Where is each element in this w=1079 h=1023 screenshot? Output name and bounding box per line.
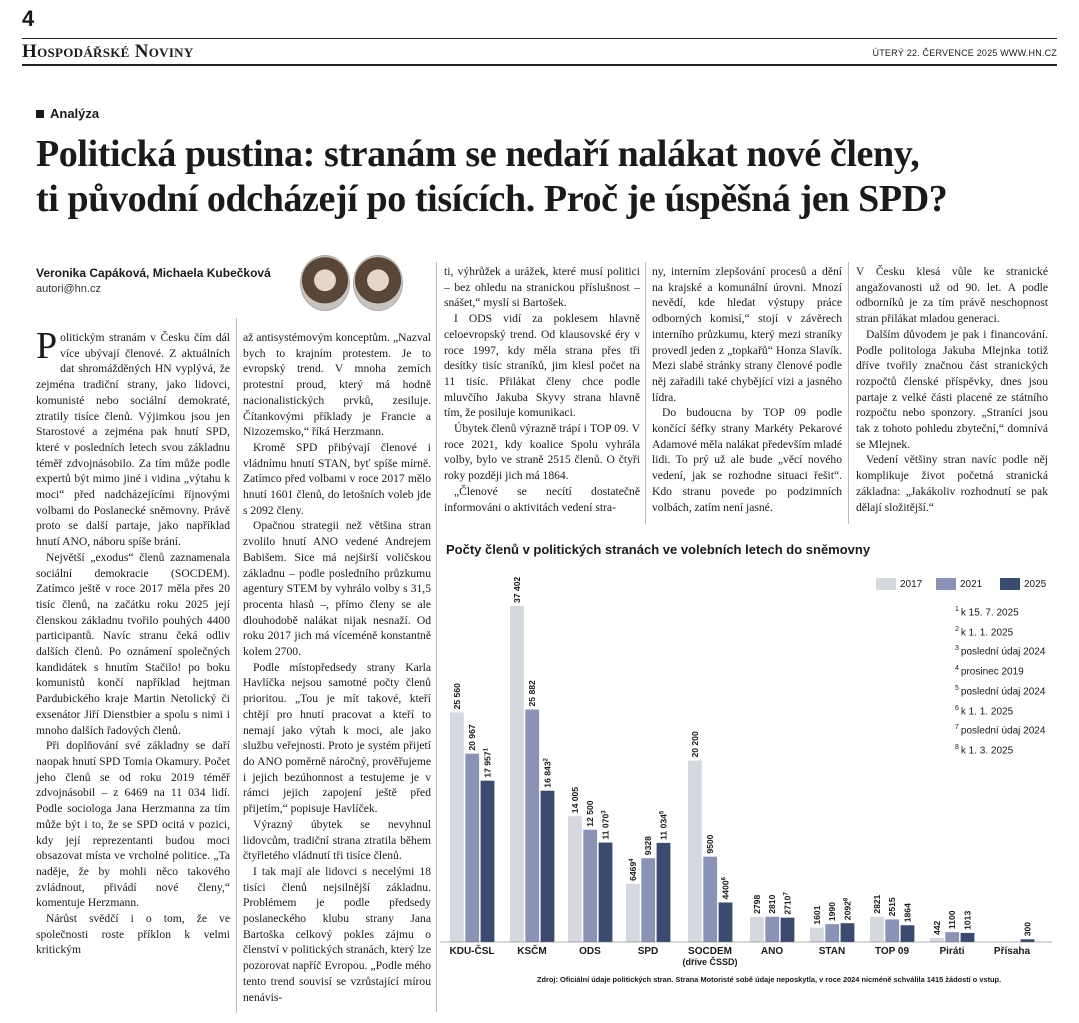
data-label: 300 (1022, 921, 1033, 937)
bar-socdem-2017 (688, 761, 702, 942)
data-label: 1601 (811, 905, 822, 925)
bar-ano-2017 (750, 917, 764, 942)
data-label: 4400$^6$ (720, 877, 731, 900)
bar-ano-2025 (781, 918, 795, 942)
data-label: 1100 (947, 910, 958, 930)
data-label: 25 560 (451, 683, 462, 710)
footnote-text: k 15. 7. 2025 (960, 607, 1019, 619)
footnote-mark: 1 (955, 606, 959, 613)
author-photo-capakova (300, 255, 350, 311)
section-label (36, 106, 99, 121)
paragraph-text: Při doplňování své základny se daří naopak hnutí SPD Tomia Okamury. Počet jeho členů se od roku 2019 téměř zdvojnásobil – z 6469 na 11 034 lidí. Podle sociologa Jana Herzmanna za tím může být i to, že se SPD ocitá v pozici, kdy její reprezentanti budou moci obsazovat místa ve vrcholné politice. „Ta naděje, že by mohli něco takového zvládnout, přivádí nové členy,“ komentuje Herzmann. (36, 739, 231, 910)
data-label: 2810 (767, 894, 778, 914)
paragraph (652, 264, 842, 405)
article-column-4 (652, 264, 842, 515)
paragraph (243, 518, 431, 659)
bar-ks-m-2017 (510, 606, 524, 942)
column-rule-4 (848, 262, 849, 524)
bar-ano-2021 (765, 917, 779, 942)
issue-date-site: ÚTERÝ 22. ČERVENCE 2025 WWW.HN.CZ (872, 48, 1057, 58)
data-label: 9500 (705, 834, 716, 854)
category-label: SOCDEM (688, 946, 732, 957)
data-label: 6469$^4$ (627, 858, 638, 881)
footnote-text: k 1. 3. 2025 (960, 745, 1014, 757)
data-label: 17 $957^1$ (482, 748, 493, 778)
bar-pir-ti-2025 (961, 933, 975, 942)
data-label: 2515 (887, 897, 898, 917)
drop-cap: P (36, 325, 58, 367)
footnote-mark: 6 (955, 704, 959, 712)
data-label: 2092$^8$ (842, 897, 853, 921)
paragraph-text: Největší „exodus“ členů zaznamenala sociální demokracie (SOCDEM). Zatímco ještě v roce 2017 měla přes 20 tisíc členů, na začátku roku 2025 její členskou základnu tvořilo pouhých 4400 participantů. Navíc stranu čeká odliv dalších členů. Po oznámení společných kandidátek s hnutím Stačilo! po boku komunistů končí například hejtman Pardubického kraje Martin Netolický či exsenátor Jiří Dienstbier a spolu s nimi i mnoho dalších řadových členů. (36, 550, 230, 737)
bar-spd-2021 (641, 858, 655, 942)
data-label-note: 1 (483, 748, 490, 752)
paragraph (652, 405, 842, 515)
data-label: 9328 (643, 836, 654, 856)
headline-line-2: ti původní odcházejí po tisících. Proč je úspěšná jen SPD? (36, 178, 948, 220)
footnote-mark: 8 (955, 744, 959, 752)
footnote-text: poslední údaj 2024 (960, 725, 1046, 737)
data-label-note: 3 (601, 810, 608, 814)
paragraph (856, 264, 1048, 327)
data-label: 442 (931, 920, 942, 936)
column-rule-3 (645, 262, 646, 524)
chart-title: Počty členů v politických stranách ve volebních letech do sněmovny (446, 542, 871, 557)
category-label: TOP 09 (874, 946, 910, 957)
paragraph (36, 911, 230, 958)
bar-stan-2021 (825, 924, 839, 942)
category-label: ODS (579, 946, 601, 957)
bar-kdu-sl-2021 (465, 754, 479, 942)
data-label-note: 8 (843, 897, 850, 902)
paragraph (856, 452, 1048, 515)
data-label-note: 2 (543, 758, 550, 762)
data-label-note: 4 (628, 858, 635, 862)
article-column-1 (36, 325, 231, 958)
masthead: Hospodářské Noviny (22, 41, 194, 62)
data-label: 14 005 (569, 786, 580, 814)
bar-socdem-2021 (703, 857, 717, 942)
category-label: Piráti (939, 946, 965, 957)
data-label: 1013 (962, 910, 973, 930)
bar-stan-2025 (841, 923, 855, 942)
masthead-rule-top (22, 38, 1057, 39)
category-label: ANO (760, 946, 784, 957)
data-label: 12 500 (585, 800, 596, 827)
data-label: 2710$^7$ (782, 892, 793, 915)
byline-authors: Veronika Capáková, Michaela Kubečková (36, 266, 271, 280)
data-label: 1864 (902, 903, 913, 923)
bar-pir-ti-2021 (945, 932, 959, 942)
bar-ks-m-2025 (541, 791, 555, 942)
footnote-text: prosinec 2019 (960, 666, 1024, 678)
paragraph (243, 864, 431, 1005)
paragraph (243, 440, 431, 519)
bar-ods-2025 (599, 843, 613, 942)
data-label-note: 5 (659, 810, 666, 815)
bar-kdu-sl-2025 (481, 781, 495, 942)
bar-pir-ti-2017 (930, 938, 944, 942)
bar-spd-2017 (626, 884, 640, 942)
bar-p-saha-2025 (1021, 939, 1035, 942)
legend-label-2025: 2025 (1024, 578, 1047, 590)
headline (36, 132, 1056, 222)
paragraph-text: Nárůst svědčí i o tom, že ve společnosti roste příklon k velmi kritickým (36, 912, 230, 957)
paragraph (444, 421, 640, 484)
paragraph (856, 327, 1048, 453)
headline-line-1: Politická pustina: stranám se nedaří nalákat nové členy, (36, 133, 920, 175)
data-label: 11 $034^5$ (658, 810, 669, 840)
footnote-mark: 5 (955, 684, 959, 692)
paragraph (243, 817, 431, 864)
column-rule-1 (236, 318, 237, 1013)
article-column-2 (243, 330, 431, 1005)
article-column-3 (444, 264, 640, 515)
footnote-mark: 4 (955, 665, 959, 673)
paragraph-text: Podle místopředsedy strany Karla Havlíčka nejsou samotné počty členů prioritou. „Tou je mít takové, kteří chtějí pro hnutí pracovat a kteří to nemají jako výtah k moci, ale jako službu veřejnosti. Proto je systém přijetí do ANO poměrně náročný, prověřujeme i jejich bezúhonnost a testujeme je v rámci jejich zapojení ještě před přijetím,“ popisuje Havlíček. (243, 660, 431, 816)
data-label: 1990 (827, 901, 838, 922)
page-number: 4 (22, 6, 35, 31)
data-label-note: 6 (721, 877, 728, 881)
paragraph-text: až antisystémovým konceptům. „Nazval bych to krajním protestem. Je to evropský trend. V mnoha zemích protestní proud, který má hodně nacionalistických prvků, zesiluje. Čítankovými příklady je Francie a Nizozemsko,“ říká Herzmann. (243, 331, 431, 439)
bar-ks-m-2021 (525, 709, 539, 942)
bar-ods-2017 (568, 816, 582, 942)
square-bullet-icon (36, 110, 44, 118)
paragraph-text: Vedení většiny stran navíc podle něj komplikuje život početná stranická základna: „Jakákoliv rozhodnutí se pak dělají složitější.“ (856, 453, 1048, 514)
category-label: SPD (637, 946, 659, 957)
legend-label-2021: 2021 (960, 578, 983, 590)
paragraph (243, 660, 431, 817)
category-label: STAN (818, 946, 846, 957)
paragraph-text: I tak mají ale lidovci s necelými 18 tisíci členů nejsilnější základnu. Problémem je podle předsedy poslaneckého klubu strany Jana Bartoška celkový pokles zájmu o členství v politických stranách, který lze pozorovat napříč Evropou. „Podle mého tento trend souvisí se vzrůstající mírou nenávis- (243, 864, 431, 1004)
data-label: 2798 (751, 894, 762, 914)
chart-source: Zdroj: Oficiální údaje politických stran. Strana Motoristé sobě údaje neposkytla, v roce 2024 nicméně schválila 1415 žádostí o vstup. (537, 975, 1002, 984)
category-label: Přísaha (993, 946, 1031, 957)
footnote-text: poslední údaj 2024 (960, 686, 1046, 698)
author-photo-kubeckova (353, 255, 403, 311)
legend-label-2017: 2017 (900, 578, 923, 590)
bar-top-09-2021 (885, 919, 899, 942)
data-label: 11 $070^3$ (600, 810, 611, 840)
paragraph (36, 738, 230, 911)
footnote-mark: 7 (955, 724, 959, 732)
paragraph-text: Úbytek členů výrazně trápí i TOP 09. V roce 2021, kdy koalice Spolu vyhrála volby, bylo ve straně 2515 členů. O čtyři roky později jich má 1864. (444, 422, 640, 483)
paragraph-text: ny, interním zlepšování procesů a dění na krajské a komunální úrovni. Mnozí nevědí, kde hledat výstupy práce odborných komisí,“ stojí v závěrech interního průzkumu, který mezi straníky provedl jeden z „topkařů“ Honza Slavík. Mezi slabé stránky strany členové podle něj zařadili také chybějící vizi a jasného lídra. (652, 265, 842, 404)
paragraph-text: Výrazný úbytek se nevyhnul lidovcům, tradiční strana ztratila během čtyřletého vládnutí tři tisíce členů. (243, 817, 431, 863)
paragraph-text: I ODS vidí za poklesem hlavně celoevropský trend. Od klausovské éry v roce 1997, kdy měla strana přes tři desítky tisíc straníků, jim klesl počet na 11 tisíc. Přilákat členy chce podle mluvčího Jakuba Skyvy strana hlavně tím, že posiluje komunikaci. (444, 312, 640, 420)
column-rule-2 (436, 262, 437, 1012)
bar-spd-2025 (657, 843, 671, 942)
masthead-rule-bottom (22, 64, 1057, 66)
footnote-mark: 3 (955, 645, 959, 653)
byline-email: autori@hn.cz (36, 283, 101, 295)
article-column-5 (856, 264, 1048, 515)
bar-kdu-sl-2017 (450, 712, 464, 942)
paragraph-text: olitickým stranám v Česku čím dál více ubývají členové. Z aktuálních dat shromážděných HN vyplývá, že zejména tradiční strany, jako lidovci, komunisté nebo sociální demokraté, ztratily tisíce členů. Výjimkou jsou jen Starostové a zejména pak hnutí SPD, které v posledních letech svou základnu téměř zdvojnásobilo. Za tím může podle expertů být mimo jiné i vidina „výtahu k moci“ před nadcházejícími říjnovými volbami do Poslanecké sněmovny. Právě proto se další partaje, jako například hnutí ANO, náboru spíše brání. (36, 331, 230, 549)
data-label: 20 967 (467, 724, 478, 751)
section-name: Analýza (50, 106, 100, 121)
category-label: KDU-ČSL (449, 946, 495, 957)
paragraph-text: Opačnou strategii než většina stran zvolilo hnutí ANO vedené Andrejem Babišem. Sice má nejširší voličskou základnu – podle posledního průzkumu agentury STEM by vyhrálo volby s 31,5 procenta hlasů –, přímo členy se ale dlouhodobě nalákat nijak nesnaží. Od roku 2017 jich má víceméně konstantně kolem 2700. (243, 519, 431, 659)
bar-stan-2017 (810, 928, 824, 942)
footnote-text: k 1. 1. 2025 (960, 706, 1014, 717)
membership-bar-chart (440, 560, 1060, 970)
data-label: 2821 (871, 894, 882, 914)
paragraph-text: Dalším důvodem je pak i financování. Podle politologa Jakuba Mlejnka totiž dříve tvořily značnou část stranických rozpočtů členské příspěvky, dnes jsou partaje z velké části placené ze státního rozpočtu nebo sponzory. „Straníci jsou tak z tohoto pohledu zbyteční,“ domnívá se Mlejnek. (856, 327, 1048, 451)
footnote-mark: 2 (955, 625, 959, 633)
paragraph (444, 484, 640, 515)
category-label: KSČM (517, 946, 547, 957)
paragraph-text: Kromě SPD přibývají členové i vládnímu hnutí STAN, byť spíše mírně. Zatímco před volbami v roce 2017 mělo hnutí 1601 členů, do letošních voleb jde s 2092 členy. (243, 440, 431, 517)
paragraph-text: Do budoucna by TOP 09 podle končící šéfky strany Markéty Pekarové Adamové měla nalákat především mladé lidi. To prý už ale bude „věcí nového vedení, jak se rozhodne situaci řešit“. Kdo stranu povede po podzimních volbách, zatím není jasné. (652, 406, 842, 514)
paragraph-text: ti, výhrůžek a urážek, které musí politici – bez ohledu na stranickou příslušnost – snášet,“ myslí si Bartošek. (444, 265, 640, 310)
footnote-text: k 1. 1. 2025 (960, 627, 1014, 639)
paragraph (444, 311, 640, 421)
paragraph (36, 325, 230, 550)
data-label: 20 200 (689, 731, 700, 758)
footnote-text: poslední údaj 2024 (960, 646, 1046, 658)
bar-top-09-2017 (870, 917, 884, 942)
data-label: 37 402 (511, 576, 522, 603)
paragraph (444, 264, 640, 311)
bar-top-09-2025 (901, 925, 915, 942)
bar-ods-2021 (583, 830, 597, 942)
paragraph-text: „Členové se necítí dostatečně informováni o aktivitách vedení stra- (444, 484, 640, 514)
category-sublabel: (dříve ČSSD) (682, 957, 738, 967)
data-label: 16 $843^2$ (542, 758, 553, 788)
paragraph (36, 550, 230, 738)
paragraph (243, 330, 431, 440)
paragraph-text: V Česku klesá vůle ke stranické angažovanosti už od 90. let. A podle odborníků je za tím právě neschopnost stran přilákat mladou generaci. (856, 265, 1048, 326)
data-label: 25 882 (527, 680, 538, 707)
data-label-note: 7 (783, 892, 790, 896)
bar-socdem-2025 (719, 902, 733, 942)
